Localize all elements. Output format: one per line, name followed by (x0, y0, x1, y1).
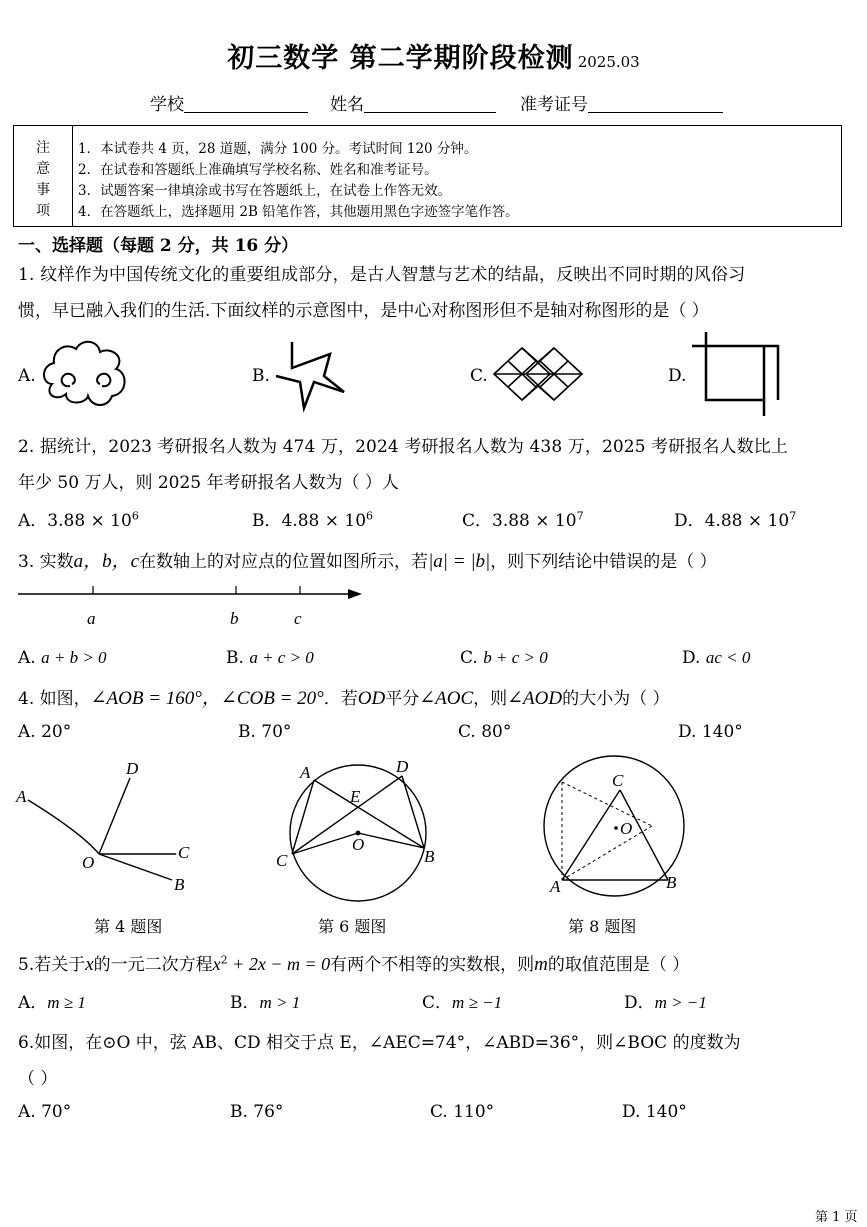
figure-4-angles (14, 756, 214, 896)
q6-option-b: B. 76° (230, 1102, 284, 1122)
svg-text:A: A (16, 787, 27, 806)
figure-4-caption: 第 4 题图 (94, 917, 163, 936)
svg-text:C: C (276, 851, 288, 870)
name-field: 姓名 (330, 90, 496, 115)
svg-text:B: B (424, 847, 435, 866)
svg-text:D: D (126, 759, 139, 778)
q3-option-c: C. b + c > 0 (460, 648, 548, 668)
svg-text:B: B (666, 873, 677, 892)
school-field: 学校 (150, 90, 308, 115)
svg-text:C: C (178, 843, 190, 862)
question-5-text: 5.若关于x的一元二次方程$x^2 + 2x - m = 0$有两个不相等的实数根，则m的取值范围是（ ） (18, 953, 690, 975)
question-1-line1: 1. 纹样作为中国传统文化的重要组成部分，是古人智慧与艺术的结晶，反映出不同时期的风俗习 (18, 265, 746, 285)
svg-text:B: B (174, 875, 185, 894)
axis-label-a: a (87, 609, 96, 628)
q4-option-a: A. 20° (18, 722, 72, 742)
number-line-figure (18, 586, 364, 632)
svg-text:O: O (620, 819, 633, 838)
q3-option-b: B. a + c > 0 (226, 648, 314, 668)
cloud-pattern-icon (38, 336, 130, 411)
section-title: 一、选择题（每题 2 分，共 16 分） (18, 236, 299, 256)
axis-label-c: c (294, 609, 302, 628)
figure-6-caption: 第 6 题图 (318, 917, 387, 936)
notice-box (13, 125, 842, 227)
question-3-text: 3. 实数a，b，c在数轴上的对应点的位置如图所示，若|a| = |b|，则下列结论中错误的是（ ） (18, 551, 717, 572)
svg-text:O: O (352, 835, 365, 854)
svg-text:A: A (550, 877, 561, 896)
svg-text:A: A (300, 763, 311, 782)
q4-option-d: D. 140° (678, 722, 743, 742)
square-frame-pattern-icon (692, 332, 780, 416)
notice-side-label: 注 意 事 项 (14, 126, 73, 226)
q5-option-c: C．m ≥ −1 (422, 993, 503, 1013)
q5-option-b: B．m > 1 (230, 993, 301, 1013)
q1-option-c-label: C. (470, 366, 488, 386)
q1-option-a-label: A. (18, 366, 36, 386)
q6-option-c: C. 110° (430, 1102, 495, 1122)
q2-option-b: B．$4.88 \times 10^6$ (252, 509, 374, 531)
question-2-line1: 2. 据统计，2023 考研报名人数为 474 万，2024 考研报名人数为 438 万，2025 考研报名人数比上 (18, 437, 788, 457)
page-title: 初三数学 第二学期阶段检测 2025.03 (227, 43, 640, 74)
q1-option-d-label: D. (668, 366, 687, 386)
svg-text:D: D (396, 757, 409, 776)
q1-option-b-label: B. (252, 366, 270, 386)
exam-id-field: 准考证号 (520, 90, 723, 115)
lattice-pattern-icon (492, 346, 584, 402)
notice-rule: 1．本试卷共 4 页，28 道题，满分 100 分。考试时间 120 分钟。 (78, 141, 478, 157)
svg-text:O: O (82, 853, 95, 872)
notice-rule: 3．试题答案一律填涂或书写在答题纸上，在试卷上作答无效。 (78, 183, 452, 199)
question-4-text: 4. 如图，∠AOB = 160°，∠COB = 20°．若OD平分∠AOC，则∠AOD的大小为（ ） (18, 688, 670, 709)
q3-option-d: D. ac < 0 (682, 648, 751, 668)
notice-rule: 4．在答题纸上，选择题用 2B 铅笔作答，其他题用黑色字迹签字笔作答。 (78, 204, 519, 220)
q2-option-d: D．$4.88 \times 10^7$ (674, 509, 797, 531)
question-1-line2: 惯，早已融入我们的生活.下面纹样的示意图中，是中心对称图形但不是轴对称图形的是（ ） (18, 301, 709, 321)
exam-date: 2025.03 (577, 53, 640, 71)
question-6-line2: （ ） (18, 1069, 58, 1089)
q6-option-d: D. 140° (622, 1102, 687, 1122)
q3-option-a: A. a + b > 0 (18, 648, 107, 668)
question-2-line2: 年少 50 万人，则 2025 年考研报名人数为（ ）人 (18, 473, 399, 493)
question-6-line1: 6.如图，在⊙O 中，弦 AB、CD 相交于点 E，∠AEC=74°，∠ABD=36°，则∠BOC 的度数为 (18, 1033, 741, 1053)
windmill-pattern-icon (272, 336, 352, 412)
svg-text:E: E (350, 787, 361, 806)
q5-option-a: A．m ≥ 1 (18, 993, 86, 1013)
figure-8-circle (536, 756, 706, 906)
q2-option-c: C．$3.88 \times 10^7$ (462, 509, 584, 531)
notice-rule: 2．在试卷和答题纸上准确填写学校名称、姓名和准考证号。 (78, 162, 438, 178)
q4-option-c: C. 80° (458, 722, 512, 742)
page-number: 第 1 页 (815, 1210, 858, 1225)
q5-option-d: D．m > −1 (624, 993, 707, 1013)
figure-8-caption: 第 8 题图 (568, 917, 637, 936)
axis-label-b: b (230, 609, 239, 628)
svg-text:C: C (612, 771, 624, 790)
q4-option-b: B. 70° (238, 722, 292, 742)
q6-option-a: A. 70° (18, 1102, 72, 1122)
figure-6-circle (274, 756, 444, 906)
q2-option-a: A．$3.88 \times 10^6$ (18, 509, 139, 531)
